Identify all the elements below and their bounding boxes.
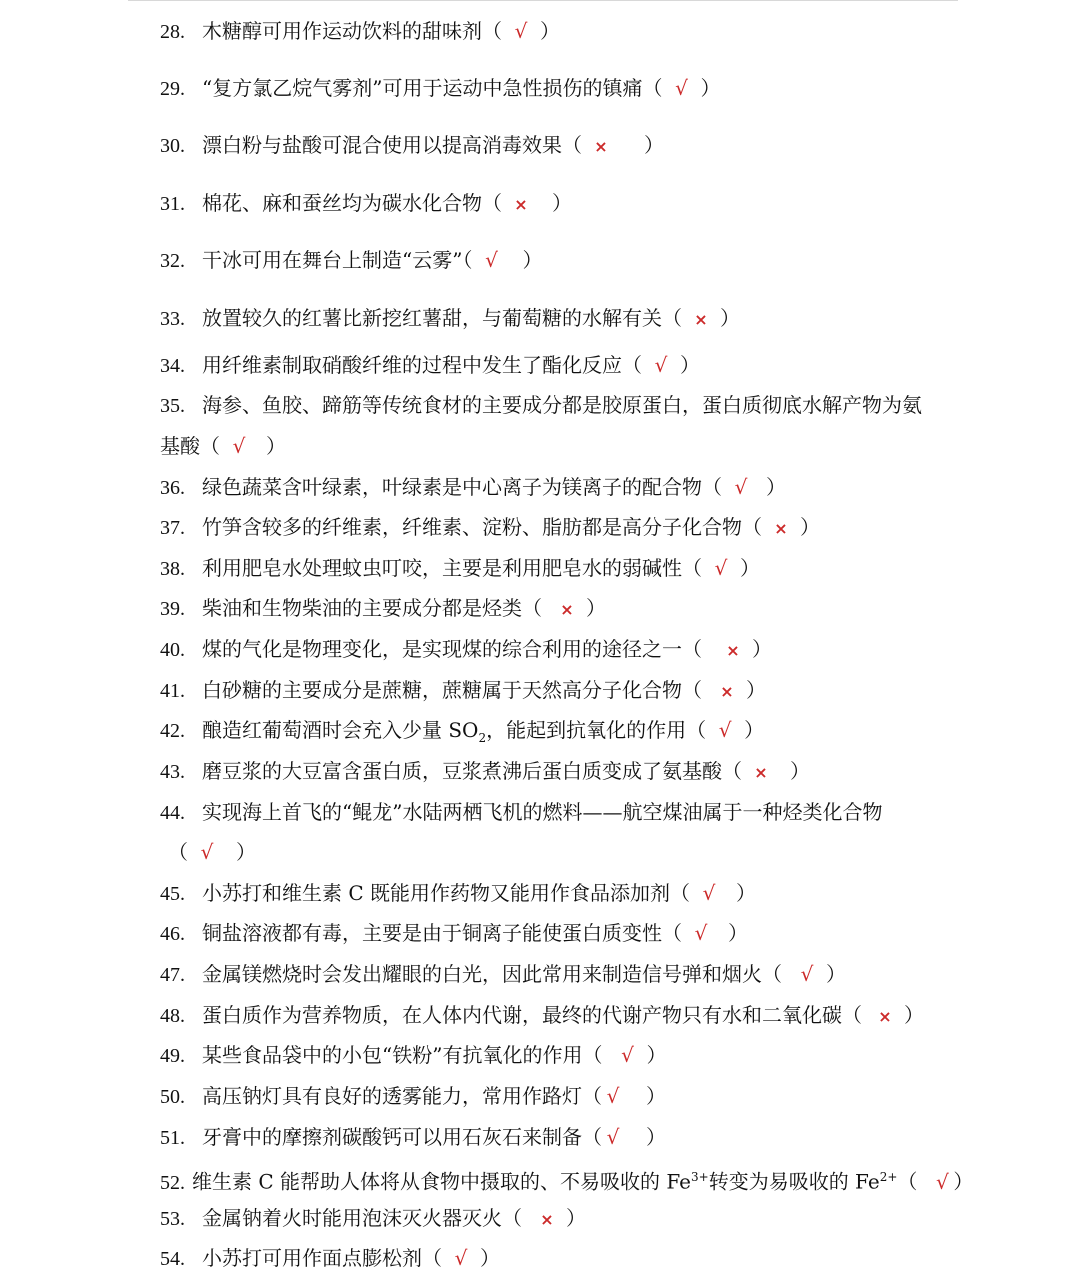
question-number: 34.	[160, 355, 185, 377]
question-text: 磨豆浆的大豆富含蛋白质，豆浆煮沸后蛋白质变成了氨基酸（	[202, 759, 742, 783]
question-number: 53.	[160, 1208, 185, 1230]
question-number: 49.	[160, 1045, 185, 1067]
close-paren: ）	[552, 191, 572, 215]
question-number: 43.	[160, 761, 185, 783]
question-46	[160, 918, 748, 949]
question-47	[160, 959, 846, 990]
question-number: 45.	[160, 883, 185, 905]
question-text: 维生素 C 能帮助人体将从食物中摄取的、不易吸收的 Fe	[192, 1169, 691, 1194]
answer-mark: ×	[540, 1210, 554, 1229]
question-38	[160, 553, 760, 584]
question-text: “复方氯乙烷气雾剂”可用于运动中急性损伤的镇痛（	[202, 76, 663, 100]
question-32	[160, 245, 542, 276]
answer-mark: ×	[694, 310, 708, 329]
question-text: 蛋白质作为营养物质，在人体内代谢，最终的代谢产物只有水和二氧化碳（	[202, 1003, 862, 1027]
question-text: 铜盐溶液都有毒，主要是由于铜离子能使蛋白质变性（	[202, 921, 682, 945]
question-text: 漂白粉与盐酸可混合使用以提高消毒效果（	[202, 133, 582, 157]
question-number: 29.	[160, 78, 185, 100]
question-text: 利用肥皂水处理蚊虫叮咬，主要是利用肥皂水的弱碱性（	[202, 556, 702, 580]
answer-mark: √	[694, 921, 708, 945]
close-paren: ）	[800, 515, 820, 539]
question-text: 绿色蔬菜含叶绿素，叶绿素是中心离子为镁离子的配合物（	[202, 475, 722, 499]
question-34	[160, 350, 700, 381]
answer-mark: ×	[594, 137, 608, 156]
question-number: 36.	[160, 477, 185, 499]
question-text: 木糖醇可用作运动饮料的甜味剂（	[202, 19, 502, 43]
question-text: 竹笋含较多的纤维素，纤维素、淀粉、脂肪都是高分子化合物（	[202, 515, 762, 539]
question-28	[160, 16, 560, 47]
question-44-continuation	[168, 837, 256, 867]
question-48	[160, 1000, 924, 1032]
question-54	[160, 1243, 500, 1274]
question-text: 金属镁燃烧时会发出耀眼的白光，因此常用来制造信号弹和烟火（	[202, 962, 782, 986]
question-51	[160, 1122, 666, 1153]
answer-mark: √	[714, 556, 728, 580]
answer-mark: √	[654, 353, 668, 377]
question-text: 小苏打可用作面点膨松剂（	[202, 1246, 442, 1270]
question-33	[160, 303, 740, 335]
question-text: 用纤维素制取硝酸纤维的过程中发生了酯化反应（	[202, 353, 642, 377]
close-paren: ）	[904, 1003, 924, 1027]
answer-mark: √	[454, 1246, 468, 1270]
close-paren: ）	[953, 1169, 974, 1194]
answer-mark: ×	[720, 682, 734, 701]
close-paren: ）	[646, 1084, 666, 1108]
close-paren: ）	[740, 556, 760, 580]
answer-mark: ×	[514, 195, 528, 214]
answer-mark: √	[702, 881, 716, 905]
answer-mark: √	[718, 718, 732, 742]
answer-mark: √	[621, 1043, 634, 1067]
question-text: 基酸（	[160, 434, 220, 458]
answer-mark: ×	[774, 519, 788, 538]
question-31	[160, 188, 572, 220]
question-number: 54.	[160, 1248, 185, 1270]
question-number: 47.	[160, 964, 185, 986]
question-text: 酿造红葡萄酒时会充入少量 SO	[202, 718, 479, 742]
question-number: 28.	[160, 21, 185, 43]
answer-mark: ×	[878, 1007, 892, 1026]
question-35-continuation	[160, 431, 286, 461]
question-text: 棉花、麻和蚕丝均为碳水化合物（	[202, 191, 502, 215]
close-paren: ）	[700, 76, 721, 100]
question-number: 32.	[160, 250, 185, 272]
question-number: 44.	[160, 802, 185, 824]
question-text: 转变为易吸收的 Fe	[708, 1169, 880, 1194]
question-number: 35.	[160, 395, 185, 417]
question-number: 50.	[160, 1086, 185, 1108]
question-29	[160, 73, 720, 104]
question-39	[160, 593, 606, 625]
question-52	[160, 1162, 973, 1198]
question-text: ，能起到抗氧化的作用（	[486, 718, 707, 742]
close-paren: ）	[266, 434, 286, 458]
close-paren: ）	[522, 248, 543, 272]
question-41	[160, 675, 766, 707]
question-text: 海参、鱼胶、蹄筋等传统食材的主要成分都是胶原蛋白，蛋白质彻底水解产物为氨	[202, 393, 922, 417]
question-number: 33.	[160, 308, 185, 330]
answer-mark: √	[936, 1169, 949, 1194]
close-paren: ）	[480, 1246, 500, 1270]
superscript: 2+	[879, 1170, 898, 1184]
question-number: 41.	[160, 680, 185, 702]
question-number: 51.	[160, 1127, 185, 1149]
close-paren: ）	[736, 881, 757, 905]
question-number: 31.	[160, 193, 185, 215]
close-paren: ）	[540, 19, 560, 43]
answer-mark: ×	[726, 641, 740, 660]
question-36	[160, 472, 786, 503]
question-number: 37.	[160, 517, 185, 539]
question-number: 42.	[160, 720, 185, 742]
question-number: 52.	[160, 1171, 185, 1194]
answer-mark: ×	[754, 763, 768, 782]
close-paren: ）	[826, 962, 846, 986]
answer-mark: √	[232, 434, 246, 458]
question-number: 46.	[160, 923, 185, 945]
close-paren: ）	[644, 133, 664, 157]
answer-mark: √	[200, 840, 214, 864]
answer-mark: √	[734, 475, 748, 499]
question-text: 某些食品袋中的小包“铁粉”有抗氧化的作用（	[202, 1043, 603, 1067]
question-30	[160, 130, 664, 162]
close-paren: ）	[646, 1043, 667, 1067]
question-37	[160, 512, 820, 544]
question-number: 38.	[160, 558, 185, 580]
question-text: 实现海上首飞的“鲲龙”水陆两栖飞机的燃料——航空煤油属于一种烃类化合物	[202, 800, 883, 824]
question-43	[160, 756, 810, 788]
close-paren: ）	[752, 637, 772, 661]
question-text: （	[897, 1169, 918, 1194]
question-44	[160, 797, 882, 828]
answer-mark: √	[675, 76, 688, 100]
answer-mark: √	[606, 1125, 620, 1149]
close-paren: ）	[746, 678, 766, 702]
question-text: 煤的气化是物理变化，是实现煤的综合利用的途径之一（	[202, 637, 702, 661]
question-50	[160, 1081, 666, 1112]
question-number: 40.	[160, 639, 185, 661]
question-text: 白砂糖的主要成分是蔗糖，蔗糖属于天然高分子化合物（	[202, 678, 702, 702]
question-45	[160, 878, 756, 909]
question-40	[160, 634, 772, 666]
question-text: 柴油和生物柴油的主要成分都是烃类（	[202, 596, 542, 620]
answer-mark: √	[485, 248, 498, 272]
close-paren: ）	[236, 840, 256, 864]
question-53	[160, 1203, 586, 1235]
close-paren: ）	[720, 306, 740, 330]
question-text: 高压钠灯具有良好的透雾能力，常用作路灯（	[202, 1084, 602, 1108]
close-paren: ）	[728, 921, 748, 945]
close-paren: ）	[586, 596, 606, 620]
question-text: 干冰可用在舞台上制造“云雾”（	[202, 248, 473, 272]
question-text: 牙膏中的摩擦剂碳酸钙可以用石灰石来制备（	[202, 1125, 602, 1149]
answer-mark: √	[514, 19, 528, 43]
answer-mark: √	[606, 1084, 620, 1108]
question-35	[160, 390, 922, 421]
answer-mark: √	[800, 962, 814, 986]
question-text: 金属钠着火时能用泡沫灭火器灭火（	[202, 1206, 522, 1230]
close-paren: ）	[790, 759, 810, 783]
close-paren: ）	[744, 718, 765, 742]
close-paren: ）	[680, 353, 700, 377]
question-text: 放置较久的红薯比新挖红薯甜，与葡萄糖的水解有关（	[202, 306, 682, 330]
superscript: 3+	[691, 1170, 709, 1184]
question-42	[160, 715, 764, 753]
question-text: 小苏打和维生素 C 既能用作药物又能用作食品添加剂（	[202, 881, 691, 905]
answer-mark: ×	[560, 600, 574, 619]
question-number: 30.	[160, 135, 185, 157]
close-paren: ）	[766, 475, 786, 499]
question-49	[160, 1040, 666, 1071]
question-number: 39.	[160, 598, 185, 620]
close-paren: ）	[566, 1206, 586, 1230]
subscript: 2	[478, 731, 487, 745]
question-number: 48.	[160, 1005, 185, 1027]
question-text: （	[168, 840, 188, 864]
close-paren: ）	[646, 1125, 666, 1149]
